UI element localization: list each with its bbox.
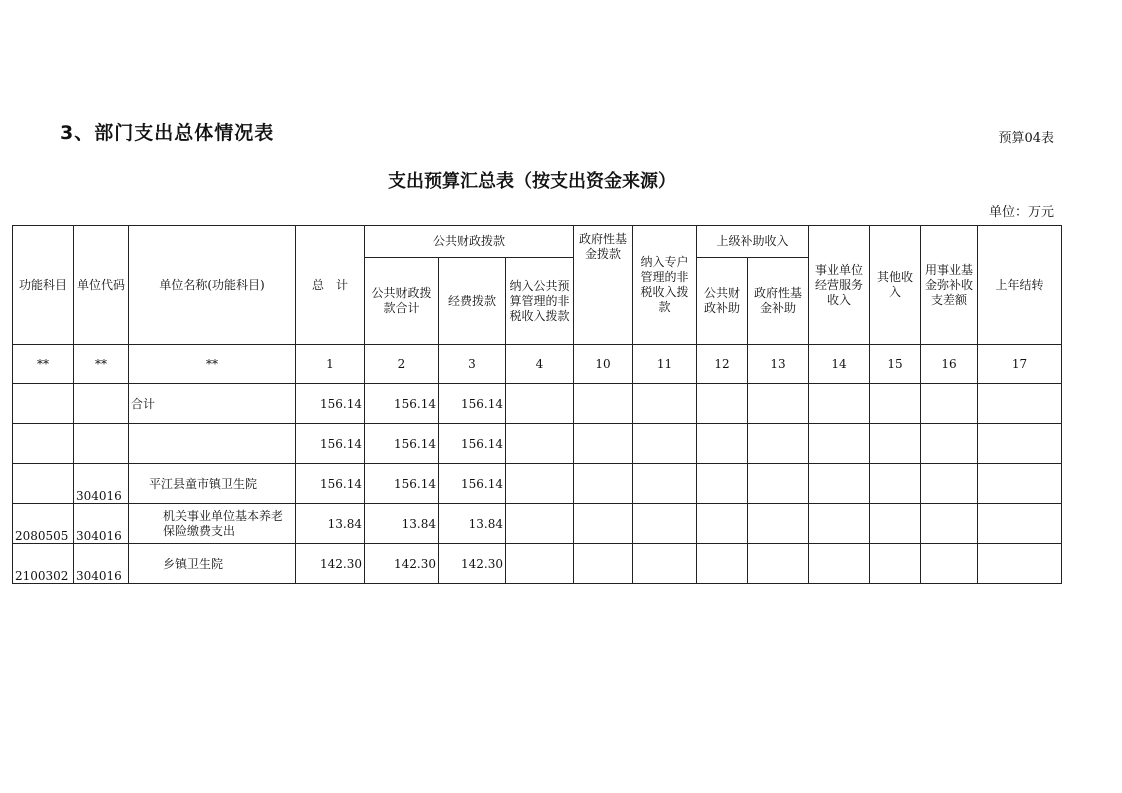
page-title: 3、部门支出总体情况表 bbox=[60, 122, 275, 144]
empty-cell bbox=[633, 424, 697, 464]
header-operating-appropriation: 经费拨款 bbox=[439, 258, 506, 345]
unit-code-cell bbox=[74, 384, 129, 424]
header-other-income: 其他收入 bbox=[870, 226, 921, 345]
header-unit-code: 单位代码 bbox=[74, 226, 129, 345]
empty-cell bbox=[870, 544, 921, 584]
empty-cell bbox=[506, 464, 574, 504]
total-cell: 13.84 bbox=[296, 504, 365, 544]
header-sub-gov-fund: 政府性基金补助 bbox=[748, 258, 809, 345]
empty-cell bbox=[870, 464, 921, 504]
empty-cell bbox=[633, 464, 697, 504]
form-code: 预算04表 bbox=[998, 131, 1054, 146]
header-special-nontax: 纳入专户管理的非税收入拨款 bbox=[633, 226, 697, 345]
total-cell: 156.14 bbox=[296, 384, 365, 424]
empty-cell bbox=[809, 504, 870, 544]
empty-cell bbox=[978, 424, 1062, 464]
table-row bbox=[13, 464, 1062, 504]
empty-cell bbox=[748, 544, 809, 584]
empty-cell bbox=[921, 424, 978, 464]
table-row bbox=[13, 424, 1062, 464]
column-index-row bbox=[13, 345, 1062, 384]
empty-cell bbox=[978, 544, 1062, 584]
index-cell: ** bbox=[74, 345, 129, 384]
empty-cell bbox=[574, 424, 633, 464]
header-public-finance: 公共财政拨款 bbox=[365, 226, 574, 258]
operating-cell: 156.14 bbox=[439, 464, 506, 504]
empty-cell bbox=[921, 504, 978, 544]
header-unit-name: 单位名称(功能科目) bbox=[129, 226, 296, 345]
empty-cell bbox=[809, 544, 870, 584]
unit-label: 单位：万元 bbox=[988, 205, 1054, 220]
header-func-subject: 功能科目 bbox=[13, 226, 74, 345]
empty-cell bbox=[574, 504, 633, 544]
index-cell: 11 bbox=[633, 345, 697, 384]
unit-code-cell: 304016 bbox=[74, 544, 129, 584]
public-finance-total-cell: 156.14 bbox=[365, 384, 439, 424]
total-cell: 156.14 bbox=[296, 464, 365, 504]
empty-cell bbox=[633, 384, 697, 424]
empty-cell bbox=[506, 384, 574, 424]
index-cell: 3 bbox=[439, 345, 506, 384]
empty-cell bbox=[748, 504, 809, 544]
index-cell: 1 bbox=[296, 345, 365, 384]
table-row bbox=[13, 384, 1062, 424]
func-subject-cell: 2100302 bbox=[13, 544, 74, 584]
unit-name-cell: 合计 bbox=[129, 384, 296, 424]
public-finance-total-cell: 13.84 bbox=[365, 504, 439, 544]
operating-cell: 13.84 bbox=[439, 504, 506, 544]
index-cell: 16 bbox=[921, 345, 978, 384]
index-cell: 10 bbox=[574, 345, 633, 384]
empty-cell bbox=[978, 464, 1062, 504]
empty-cell bbox=[506, 424, 574, 464]
index-cell: ** bbox=[13, 345, 74, 384]
func-subject-cell: 2080505 bbox=[13, 504, 74, 544]
table-row bbox=[13, 504, 1062, 544]
header-superior-subsidy: 上级补助收入 bbox=[697, 226, 809, 258]
public-finance-total-cell: 156.14 bbox=[365, 464, 439, 504]
index-cell: 4 bbox=[506, 345, 574, 384]
unit-code-cell: 304016 bbox=[74, 464, 129, 504]
func-subject-cell bbox=[13, 384, 74, 424]
total-cell: 156.14 bbox=[296, 424, 365, 464]
index-cell: 2 bbox=[365, 345, 439, 384]
unit-code-cell bbox=[74, 424, 129, 464]
empty-cell bbox=[921, 384, 978, 424]
empty-cell bbox=[748, 464, 809, 504]
index-cell: 14 bbox=[809, 345, 870, 384]
empty-cell bbox=[697, 464, 748, 504]
empty-cell bbox=[809, 424, 870, 464]
index-cell: 13 bbox=[748, 345, 809, 384]
table-title: 支出预算汇总表（按支出资金来源） bbox=[388, 171, 676, 192]
unit-code-cell: 304016 bbox=[74, 504, 129, 544]
table-row bbox=[13, 544, 1062, 584]
empty-cell bbox=[978, 504, 1062, 544]
func-subject-cell bbox=[13, 464, 74, 504]
empty-cell bbox=[506, 504, 574, 544]
total-cell: 142.30 bbox=[296, 544, 365, 584]
unit-name-cell: 机关事业单位基本养老保险缴费支出 bbox=[129, 504, 296, 544]
unit-name-cell: 乡镇卫生院 bbox=[129, 544, 296, 584]
empty-cell bbox=[506, 544, 574, 584]
header-sub-public-finance: 公共财政补助 bbox=[697, 258, 748, 345]
unit-name-cell: 平江县童市镇卫生院 bbox=[129, 464, 296, 504]
header-carryover: 上年结转 bbox=[978, 226, 1062, 345]
empty-cell bbox=[697, 384, 748, 424]
header-gov-fund: 政府性基金拨款 bbox=[574, 226, 633, 345]
public-finance-total-cell: 156.14 bbox=[365, 424, 439, 464]
empty-cell bbox=[574, 384, 633, 424]
empty-cell bbox=[633, 544, 697, 584]
empty-cell bbox=[697, 424, 748, 464]
operating-cell: 156.14 bbox=[439, 384, 506, 424]
public-finance-total-cell: 142.30 bbox=[365, 544, 439, 584]
empty-cell bbox=[809, 464, 870, 504]
header-total: 总 计 bbox=[296, 226, 365, 345]
empty-cell bbox=[809, 384, 870, 424]
empty-cell bbox=[870, 384, 921, 424]
empty-cell bbox=[870, 504, 921, 544]
operating-cell: 156.14 bbox=[439, 424, 506, 464]
header-nontax-budget: 纳入公共预算管理的非税收入拨款 bbox=[506, 258, 574, 345]
empty-cell bbox=[921, 464, 978, 504]
empty-cell bbox=[978, 384, 1062, 424]
empty-cell bbox=[748, 384, 809, 424]
budget-table bbox=[12, 225, 1062, 584]
operating-cell: 142.30 bbox=[439, 544, 506, 584]
func-subject-cell bbox=[13, 424, 74, 464]
index-cell: ** bbox=[129, 345, 296, 384]
empty-cell bbox=[633, 504, 697, 544]
empty-cell bbox=[697, 544, 748, 584]
header-public-finance-total: 公共财政拨款合计 bbox=[365, 258, 439, 345]
index-cell: 12 bbox=[697, 345, 748, 384]
unit-name-cell bbox=[129, 424, 296, 464]
header-fund-supplement: 用事业基金弥补收支差额 bbox=[921, 226, 978, 345]
empty-cell bbox=[697, 504, 748, 544]
empty-cell bbox=[574, 544, 633, 584]
empty-cell bbox=[870, 424, 921, 464]
index-cell: 17 bbox=[978, 345, 1062, 384]
empty-cell bbox=[921, 544, 978, 584]
header-business-income: 事业单位经营服务收入 bbox=[809, 226, 870, 345]
empty-cell bbox=[748, 424, 809, 464]
index-cell: 15 bbox=[870, 345, 921, 384]
empty-cell bbox=[574, 464, 633, 504]
